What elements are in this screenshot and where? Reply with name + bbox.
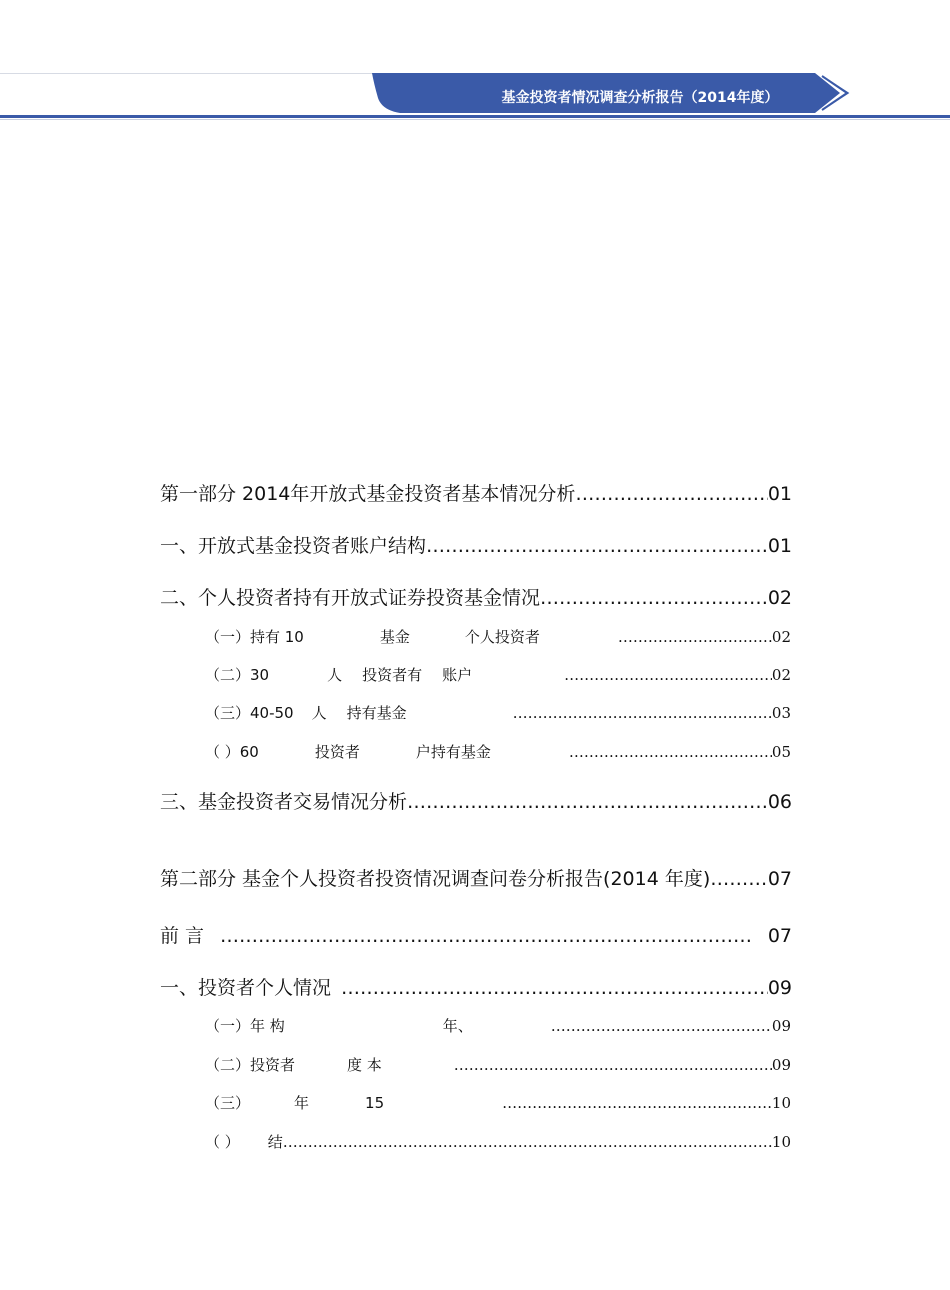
toc-fragment: （ ）60 [205, 743, 259, 761]
toc-subsection-4-4[interactable] [205, 1129, 791, 1155]
toc-leader [454, 1052, 772, 1078]
toc-page-number: 09 [767, 977, 792, 999]
toc-title: 第二部分 基金个人投资者投资情况调查问卷分析报告(2014 年度) [160, 868, 711, 890]
toc-subsection-2-4[interactable] [205, 739, 791, 765]
toc-fragment: 投资者有 [362, 666, 423, 684]
toc-title [205, 1129, 283, 1155]
toc-page-number: 06 [767, 791, 792, 813]
toc-title: 二、个人投资者持有开放式证券投资基金情况 [160, 587, 541, 609]
toc-page-number: 02 [771, 628, 791, 646]
toc-title: 三、基金投资者交易情况分析 [160, 791, 408, 813]
toc-leader [220, 921, 754, 951]
toc-page-number: 09 [771, 1017, 791, 1035]
toc-title: 第一部分 2014年开放式基金投资者基本情况分析 [160, 483, 576, 505]
toc-subsection-4-2[interactable] [205, 1052, 791, 1078]
toc-page-number: 05 [771, 743, 791, 761]
toc-page-number: 01 [767, 483, 792, 505]
toc-fragment: 年 [294, 1094, 310, 1112]
toc-leader [407, 787, 768, 817]
toc-page-number: 03 [771, 704, 791, 722]
toc-section1[interactable] [160, 531, 792, 561]
toc-fragment: 人 [311, 704, 327, 722]
toc-title: 一、开放式基金投资者账户结构 [160, 535, 427, 557]
toc-fragment: 度 本 [347, 1056, 382, 1074]
toc-title [205, 624, 618, 650]
toc-fragment: 持有基金 [346, 704, 407, 722]
toc-page-number: 10 [771, 1094, 791, 1112]
toc-title [160, 921, 220, 951]
toc-leader [551, 1013, 772, 1039]
toc-preface[interactable] [160, 921, 792, 951]
toc-leader [540, 583, 768, 613]
toc-title [205, 1052, 454, 1078]
toc-fragment: 15 [365, 1094, 385, 1112]
toc-fragment: 个人投资者 [464, 628, 540, 646]
toc-fragment: 投资者 [314, 743, 360, 761]
toc-subsection-2-2[interactable] [205, 662, 791, 688]
toc-subsection-4-1[interactable] [205, 1013, 791, 1039]
toc-leader [513, 700, 772, 726]
toc-fragment: （一）年 构 [205, 1017, 285, 1035]
toc-fragment: 07 [767, 925, 792, 947]
toc-fragment: （二）30 [205, 666, 270, 684]
toc-page-number: 02 [771, 666, 791, 684]
toc-subsection-4-3[interactable] [205, 1090, 791, 1116]
toc-section2[interactable] [160, 583, 792, 613]
toc-fragment: （一）持有 10 [205, 628, 304, 646]
toc-fragment: 前 言 [160, 925, 205, 947]
toc-leader [564, 662, 772, 688]
toc-part1[interactable] [160, 479, 792, 509]
toc-title [160, 973, 341, 1003]
toc-leader [426, 531, 768, 561]
toc-fragment: （三） [205, 1094, 251, 1112]
toc-page-number: 07 [767, 868, 792, 890]
toc-leader [502, 1090, 772, 1116]
header-title: 基金投资者情况调查分析报告（2014年度） [501, 90, 779, 106]
toc-fragment: 基金 [379, 628, 410, 646]
toc-leader [575, 479, 767, 509]
toc-section4[interactable] [160, 973, 792, 1003]
toc-fragment: 结 [267, 1133, 283, 1151]
toc-title [205, 1013, 551, 1039]
toc-title [205, 662, 564, 688]
toc-leader [569, 739, 772, 765]
toc-fragment: 人 [327, 666, 343, 684]
toc-title [205, 739, 569, 765]
toc-title [205, 1090, 502, 1116]
toc-title [205, 700, 513, 726]
toc-section3[interactable] [160, 787, 792, 817]
toc-subsection-2-3[interactable] [205, 700, 791, 726]
toc-leader [618, 624, 772, 650]
toc-part2[interactable] [160, 864, 792, 894]
toc-fragment: （ ） [205, 1133, 240, 1151]
toc-leader [283, 1129, 772, 1155]
toc-page-number: 10 [771, 1133, 791, 1151]
toc-fragment: 户持有基金 [415, 743, 491, 761]
toc-leader [710, 864, 768, 894]
toc-page-number: 01 [767, 535, 792, 557]
toc-page-number [754, 921, 792, 951]
toc-fragment: （二）投资者 [205, 1056, 296, 1074]
toc-fragment: 一、投资者个人情况 [160, 977, 332, 999]
toc-page-number: 02 [767, 587, 792, 609]
toc-fragment: 账户 [442, 666, 473, 684]
toc-page-number: 09 [771, 1056, 791, 1074]
toc-fragment: 年、 [442, 1017, 473, 1035]
toc-fragment: （三）40-50 [205, 704, 294, 722]
toc-subsection-2-1[interactable] [205, 624, 791, 650]
toc-leader [341, 973, 768, 1003]
